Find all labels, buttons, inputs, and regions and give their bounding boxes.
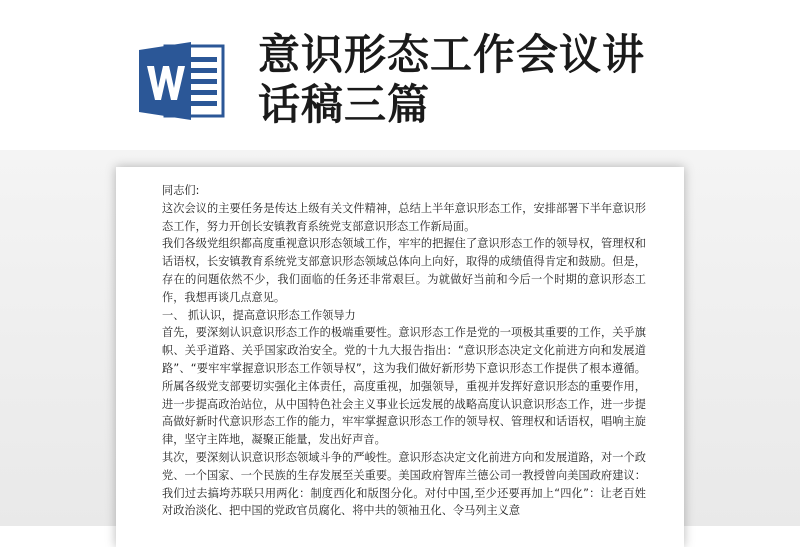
page-title (258, 30, 698, 130)
paragraph: 其次，要深刻认识意识形态领域斗争的严峻性。意识形态决定文化前进方向和发展道路，对一个政党、一个国家、一个民族的生存发展至关重要。美国政府智库兰德公司一教授曾向美国政府建议：我们过去搞垮苏联只用两化：制度西化和版图分化。对付中国,至少还要再加上“四化”：让老百姓对政治淡化、把中国的党政官员腐化、将中共的领袖丑化、令马列主义意 (162, 450, 646, 518)
title-line-1: 意识形态工作会议讲 (258, 30, 646, 79)
document-page (116, 167, 684, 547)
header (0, 0, 800, 160)
paragraph: 首先，要深刻认识意识形态工作的极端重要性。意识形态工作是党的一项极其重要的工作，关乎旗帜、关乎道路、关乎国家政治安全。党的十九大报告指出：“意识形态决定文化前进方向和发展道路”、“要牢牢掌握意识形态工作领导权”，这为我们做好新形势下意识形态工作提供了根本遵循。所属各级党支部要切实强化主体责任，高度重视，加强领导，重视并发挥好意识形态的重要作用，进一步提高政治站位，从中国特色社会主义事业长远发展的战略高度认识意识形态工作，进一步提高做好新时代意识形态工作的能力，牢牢掌握意识形态工作的领导权、管理权和话语权，唱响主旋律，坚守主阵地，凝聚正能量，发出好声音。 (162, 326, 646, 447)
section-heading: 一、 抓认识，提高意识形态工作领导力 (162, 308, 356, 322)
document-body (162, 182, 646, 520)
salutation: 同志们: (162, 184, 200, 197)
word-document-icon (139, 40, 227, 122)
title-line-2: 话稿三篇 (258, 80, 431, 129)
paragraph: 我们各级党组织都高度重视意识形态领域工作，牢牢的把握住了意识形态工作的领导权，管理权和话语权，长安镇教育系统党支部意识形态领域总体向上向好，取得的成绩值得肯定和鼓励。但是，存在的问题依然不少，我们面临的任务还非常艰巨。为就做好当前和今后一个时期的意识形态工作，我想再谈几点意见。 (162, 237, 646, 304)
paragraph: 这次会议的主要任务是传达上级有关文件精神，总结上半年意识形态工作，安排部署下半年意识形态工作，努力开创长安镇教育系统党支部意识形态工作新局面。 (162, 201, 646, 233)
